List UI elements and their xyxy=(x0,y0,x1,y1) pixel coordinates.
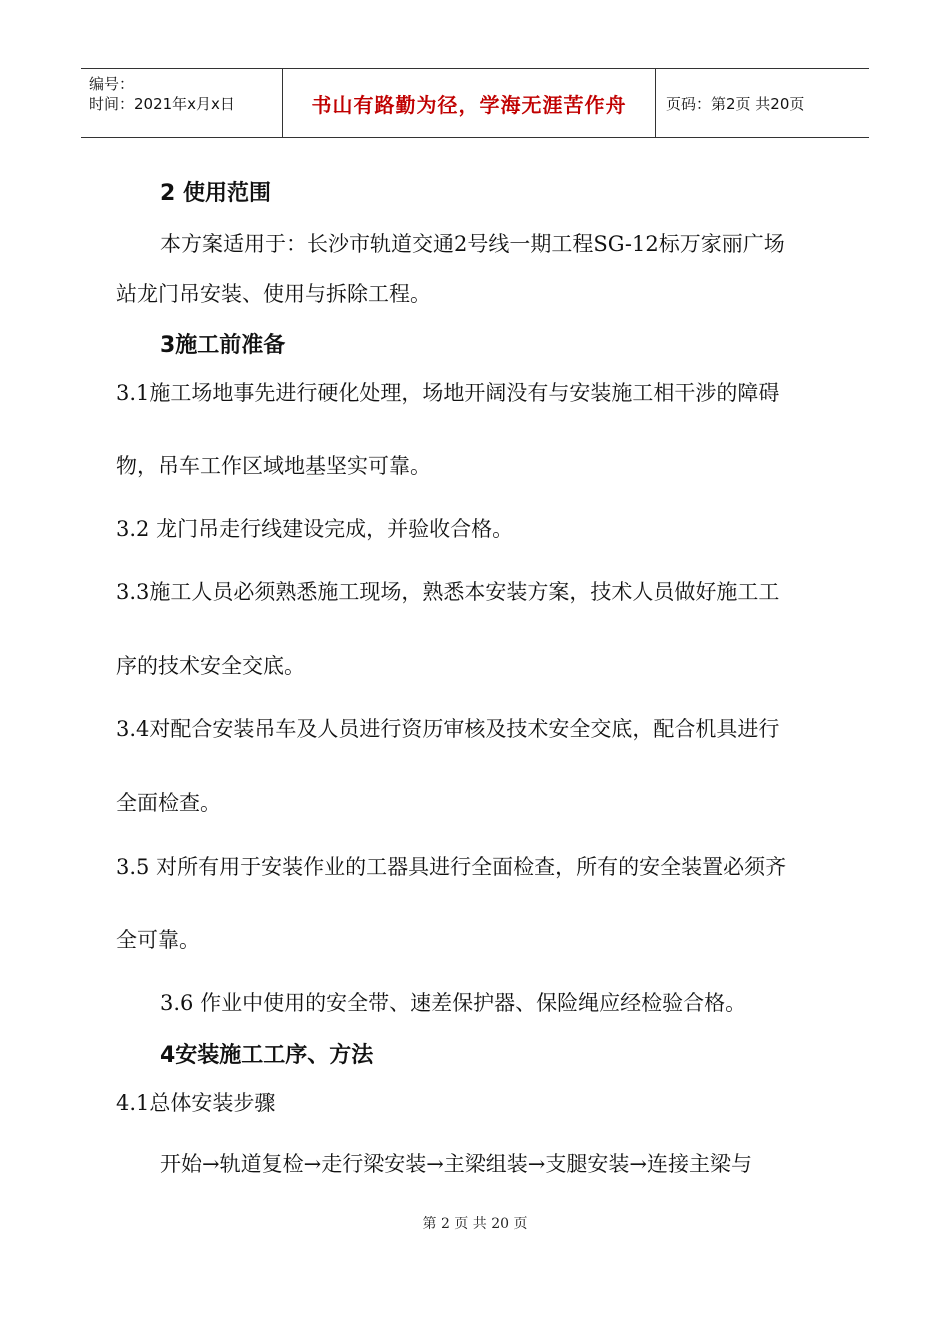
document-date: 时间：2021年x月x日 xyxy=(89,95,235,113)
page-footer: 第 2 页 共 20 页 xyxy=(422,1216,528,1232)
section-2-heading: 2 使用范围 xyxy=(160,181,271,206)
item-3-2: 3.2 龙门吊走行线建设完成，并验收合格。 xyxy=(116,517,514,541)
subsection-4-1-heading: 4.1总体安装步骤 xyxy=(116,1091,276,1115)
section-2-paragraph-line-2: 站龙门吊安装、使用与拆除工程。 xyxy=(116,282,431,306)
page-header xyxy=(81,68,869,138)
header-page-number: 页码：第2页 共20页 xyxy=(666,94,805,113)
section-3-heading: 3施工前准备 xyxy=(160,333,286,358)
item-3-4-line-2: 全面检查。 xyxy=(116,791,221,815)
item-3-3-line-2: 序的技术安全交底。 xyxy=(116,654,305,678)
item-3-3-line-1: 3.3施工人员必须熟悉施工现场，熟悉本安装方案，技术人员做好施工工 xyxy=(116,580,780,604)
item-3-4-line-1: 3.4对配合安装吊车及人员进行资历审核及技术安全交底，配合机具进行 xyxy=(116,717,780,741)
item-3-5-line-1: 3.5 对所有用于安装作业的工器具进行全面检查，所有的安全装置必须齐 xyxy=(116,855,787,879)
subsection-4-1-paragraph: 开始→轨道复检→走行梁安装→主梁组装→支腿安装→连接主梁与 xyxy=(160,1152,752,1176)
item-3-1-line-1: 3.1施工场地事先进行硬化处理，场地开阔没有与安装施工相干涉的障碍 xyxy=(116,381,780,405)
header-meta xyxy=(81,69,283,137)
section-4-heading: 4安装施工工序、方法 xyxy=(160,1043,374,1068)
header-motto: 书山有路勤为径，学海无涯苦作舟 xyxy=(283,69,656,137)
section-2-paragraph-line-1: 本方案适用于：长沙市轨道交通2号线一期工程SG-12标万家丽广场 xyxy=(160,232,785,256)
item-3-1-line-2: 物，吊车工作区域地基坚实可靠。 xyxy=(116,454,431,478)
document-number: 编号： xyxy=(89,75,135,93)
item-3-5-line-2: 全可靠。 xyxy=(116,928,200,952)
item-3-6: 3.6 作业中使用的安全带、速差保护器、保险绳应经检验合格。 xyxy=(160,991,747,1015)
